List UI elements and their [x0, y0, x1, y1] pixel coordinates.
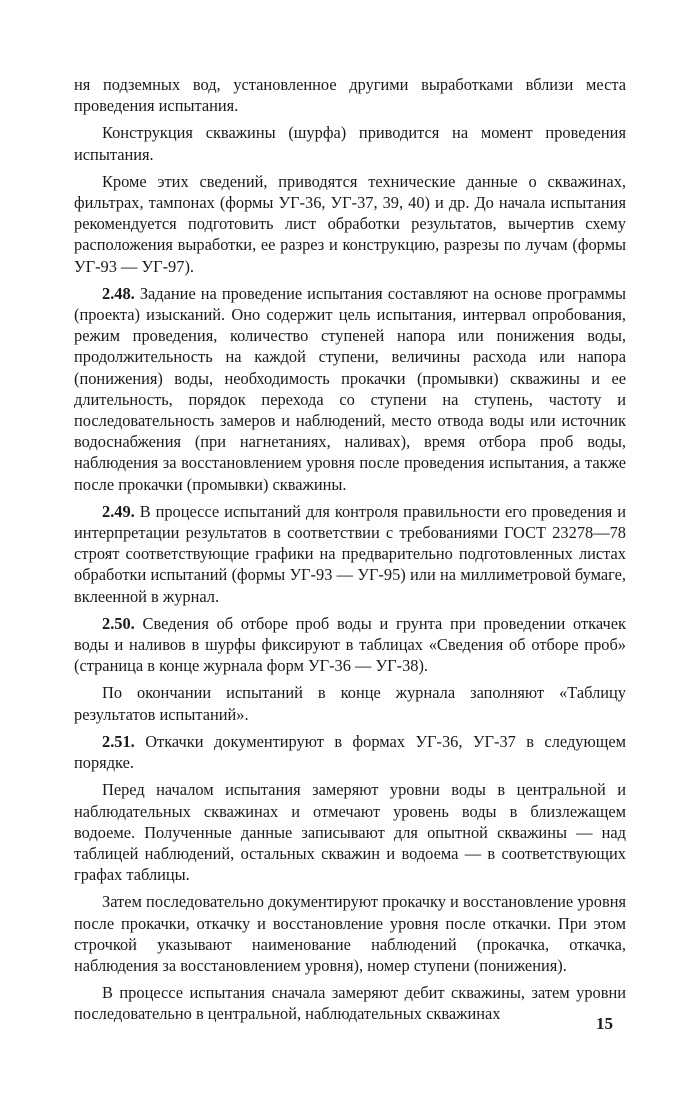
section-number: 2.51. [102, 731, 135, 751]
paragraph-continued: ня подземных вод, установленное другими выработками вблизи места проведения испытания. [74, 75, 626, 116]
section-2-49 [74, 501, 626, 607]
section-text: В процессе испытаний для контроля правильности его проведения и интерпретации результатов в соответствии с требованиями ГОСТ 23278—78 строят соответствующие графики на предварительно подготовленных листах обработки испытаний (формы УГ-93 — УГ-95) или на миллиметровой бумаге, вклеенной в журнал. [74, 501, 626, 606]
paragraph-results-table: По окончании испытаний в конце журнала заполняют «Таблицу результатов испытаний». [74, 683, 626, 724]
paragraph-during-test: В процессе испытания сначала замеряют дебит скважины, затем уровни последовательно в центральной, наблюдательных скважинах [74, 983, 626, 1024]
section-2-48 [74, 283, 626, 495]
section-text: Задание на проведение испытания составляют на основе программы (проекта) изысканий. Оно содержит цель испытания, интервал опробования, режим проведения, количество ступеней напора или понижения воды, продолжительность на каждой ступени, величины расхода или напора (понижения) воды, необходимость прокачки (промывки) скважины и ее длительность, порядок перехода со ступени на ступень, частоту и последовательность замеров и наблюдений, место отвода воды или источник водоснабжения (при нагнетаниях, наливах), время отбора проб воды, наблюдения за восстановлением уровня после проведения испытания, а также после прокачки (промывки) скважины. [74, 283, 626, 494]
paragraph-technical-data: Кроме этих сведений, приводятся технические данные о скважинах, фильтрах, тампонах (формы УГ-36, УГ-37, 39, 40) и др. До начала испытания рекомендуется подготовить лист обработки результатов, вычертив схему расположения выработки, ее разрез и конструкцию, разрезы по лучам (формы УГ-93 — УГ-97). [74, 171, 626, 276]
section-text: Сведения об отборе проб воды и грунта при проведении откачек воды и наливов в шурфы фиксируют в таблицах «Сведения об отборе проб» (страница в конце журнала форм УГ-36 — УГ-38). [74, 613, 626, 676]
paragraph-sequence: Затем последовательно документируют прокачку и восстановление уровня после прокачки, откачку и восстановление уровня после откачки. При этом строчкой указывают наименование наблюдений (прокачка, откачка, наблюдения за восстановлением уровня), номер ступени (понижения). [74, 892, 626, 975]
section-number: 2.49. [102, 501, 135, 521]
section-2-50 [74, 613, 626, 677]
section-text: Откачки документируют в формах УГ-36, УГ-37 в следующем порядке. [74, 731, 626, 773]
paragraph-before-test: Перед началом испытания замеряют уровни воды в центральной и наблюдательных скважинах и отмечают уровень воды в близлежащем водоеме. Полученные данные записывают для опытной скважины — над таблицей наблюдений, остальных скважин и водоема — в соответствующих графах таблицы. [74, 780, 626, 885]
document-body [74, 74, 626, 1031]
paragraph-construction: Конструкция скважины (шурфа) приводится на момент проведения испытания. [74, 123, 626, 164]
section-number: 2.48. [102, 283, 135, 303]
section-number: 2.50. [102, 613, 135, 633]
section-2-51 [74, 731, 626, 773]
page-number: 15 [596, 1014, 613, 1033]
